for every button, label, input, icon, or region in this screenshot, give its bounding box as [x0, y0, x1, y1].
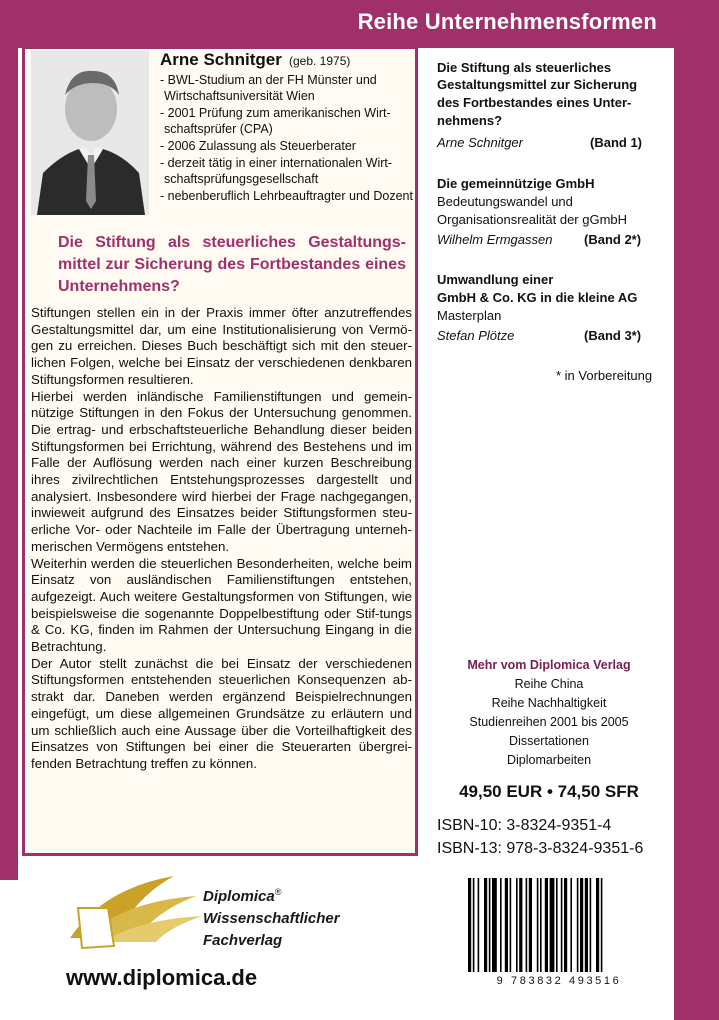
barcode-bar	[577, 878, 579, 972]
more-item: Diplomarbeiten	[506, 753, 592, 767]
barcode-bar	[516, 878, 518, 972]
ean-number: 9 783832 493516	[496, 975, 622, 987]
series-book-subtitle: Masterplan	[437, 308, 502, 323]
barcode-bar	[570, 878, 572, 972]
left-border	[0, 0, 18, 880]
series-book-title: nehmens?	[437, 113, 503, 128]
barcode-bar	[596, 878, 599, 972]
series-book-title: Die Stiftung als steuerliches	[437, 60, 612, 75]
barcode-bar	[556, 878, 558, 972]
more-title: Mehr vom Diplomica Verlag	[467, 658, 631, 672]
series-book-author: Arne Schnitger	[437, 135, 523, 150]
more-item: Dissertationen	[509, 734, 589, 748]
barcode-bar	[526, 878, 528, 972]
footnote: * in Vorbereitung	[556, 368, 653, 383]
barcode-bar	[529, 878, 532, 972]
publisher-website[interactable]: www.diplomica.de	[66, 965, 258, 990]
barcode-bar	[590, 878, 592, 972]
barcode-bar	[601, 878, 603, 972]
paragraph: Der Autor stellt zunächst die bei Einsatz der verschiedenen Stiftungsformen entstehenden steuerlichen Konsequenzen ab-strakt dar. Daneben werden ergänzend Beispielrechnungen eingefügt, um diese allgemeinen Grundsätze zu erläutern und um schließlich auch eine Aussage über die Vorteilhaftigkeit des Einsatzes von Stiftungen bei einer die Steuerarten übergrei-fenden Betrachtung treffen zu können.	[31, 655, 412, 771]
bio-line: - BWL-Studium an der FH Münster und	[160, 73, 377, 87]
publisher-name: Diplomica®	[203, 887, 282, 905]
series-book-subtitle: Bedeutungswandel und	[437, 194, 573, 209]
barcode	[464, 876, 654, 976]
bio-line: - derzeit tätig in einer internationalen Wirt-	[160, 156, 393, 170]
isbn-13: ISBN-13: 978-3-8324-9351-6	[437, 840, 644, 857]
author-birth-year: (geb. 1975)	[289, 54, 351, 68]
barcode-bar	[580, 878, 583, 972]
barcode-bar	[478, 878, 480, 972]
barcode-bar	[492, 878, 497, 972]
description-text	[31, 305, 412, 773]
barcode-bar	[484, 878, 487, 972]
barcode-bar	[564, 878, 567, 972]
series-book-title: des Fortbestandes eines Unter-	[437, 95, 632, 110]
series-book-band: (Band 1)	[590, 135, 642, 150]
book-title: Die Stiftung als steuerliches Gestaltungs-mittel zur Sicherung des Fortbestandes eines Unternehmens?	[58, 234, 406, 295]
more-item: Reihe China	[514, 677, 584, 691]
barcode-bar	[550, 878, 555, 972]
series-book-subtitle: Organisationsrealität der gGmbH	[437, 212, 628, 227]
barcode-bar	[561, 878, 563, 972]
barcode-bar	[468, 878, 471, 972]
right-border	[674, 0, 719, 1020]
paragraph: Hierbei werden inländische Familienstiftungen und gemein-nützige Stiftungen in den Fokus der Untersuchung genommen. Die ertrag- und erbschaftsteuerliche Behandlung dieser beiden Stiftungsformen bei Errichtung, während des Bestehens und im Falle der Auflösung werden nach einer kurzen Beschreibung ihres zivilrechtlichen Entstehungsprozesses dargestellt und analysiert. Insbesondere wird hierbei der Frage nachgegangen, inwieweit aufgrund des Einsatzes beider Stiftungsformen steu-erliche Vor- oder Nachteile im Falle der Übertragung unterneh-merischen Vermögens entstehen.	[31, 388, 412, 554]
paragraph: Weiterhin werden die steuerlichen Besonderheiten, welche beim Einsatz von ausländischen Familienstiftungen entstehen, aufgezeigt. Auch weitere Gestaltungsformen von Stiftungen, wie beispielsweise die sogenannte Doppelbestiftung oder Stif-tungs & Co. KG, finden im Rahmen der Untersuchung Eingang in die Betrachtung.	[31, 555, 412, 655]
publisher-line: Fachverlag	[203, 932, 283, 949]
barcode-bar	[537, 878, 539, 972]
series-book-title: GmbH & Co. KG in die kleine AG	[437, 290, 638, 305]
more-item: Reihe Nachhaltigkeit	[491, 696, 607, 710]
series-book-author: Stefan Plötze	[437, 328, 515, 343]
bio-line: - 2006 Zulassung als Steuerberater	[160, 139, 356, 153]
publisher-line: Wissenschaftlicher	[203, 910, 340, 927]
barcode-bar	[545, 878, 548, 972]
barcode-bar	[489, 878, 491, 972]
barcode-bar	[540, 878, 542, 972]
bio-line: - 2001 Prüfung zum amerikanischen Wirt-	[160, 106, 391, 120]
series-book-title: Gestaltungsmittel zur Sicherung	[437, 77, 638, 92]
barcode-bar	[505, 878, 508, 972]
bio-line: schaftsprüfer (CPA)	[164, 122, 273, 136]
bio-line: - nebenberuflich Lehrbeauftragter und Dozent	[160, 189, 413, 203]
barcode-bar	[500, 878, 502, 972]
bio-line: schaftsprüfungsgesellschaft	[164, 172, 319, 186]
isbn-10: ISBN-10: 3-8324-9351-4	[437, 817, 612, 834]
series-book-title: Umwandlung einer	[437, 272, 554, 287]
barcode-bar	[519, 878, 522, 972]
author-name: Arne Schnitger	[160, 50, 282, 69]
series-title: Reihe Unternehmensformen	[357, 9, 657, 34]
series-book-band: (Band 2*)	[584, 232, 642, 247]
author-photo	[31, 51, 149, 215]
paragraph: Stiftungen stellen ein in der Praxis immer öfter anzutreffendes Gestaltungsmittel dar, um eine Institutionalisierung von Vermö-gen zu erreichen. Dieses Buch beschäftigt sich mit den steuer-lichen Folgen, welche bei Einsatz der verschiedenen denkbaren Stiftungsformen resultieren.	[31, 305, 412, 387]
price: 49,50 EUR • 74,50 SFR	[459, 782, 639, 801]
barcode-bar	[510, 878, 512, 972]
publisher-logo-icon	[64, 868, 204, 953]
series-book-author: Wilhelm Ermgassen	[437, 232, 553, 247]
bio-line: Wirtschaftsuniversität Wien	[164, 89, 315, 103]
series-book-band: (Band 3*)	[584, 328, 642, 343]
barcode-bar	[473, 878, 475, 972]
series-book-title: Die gemeinnützige GmbH	[437, 176, 595, 191]
barcode-bar	[585, 878, 588, 972]
more-item: Studienreihen 2001 bis 2005	[469, 715, 629, 729]
